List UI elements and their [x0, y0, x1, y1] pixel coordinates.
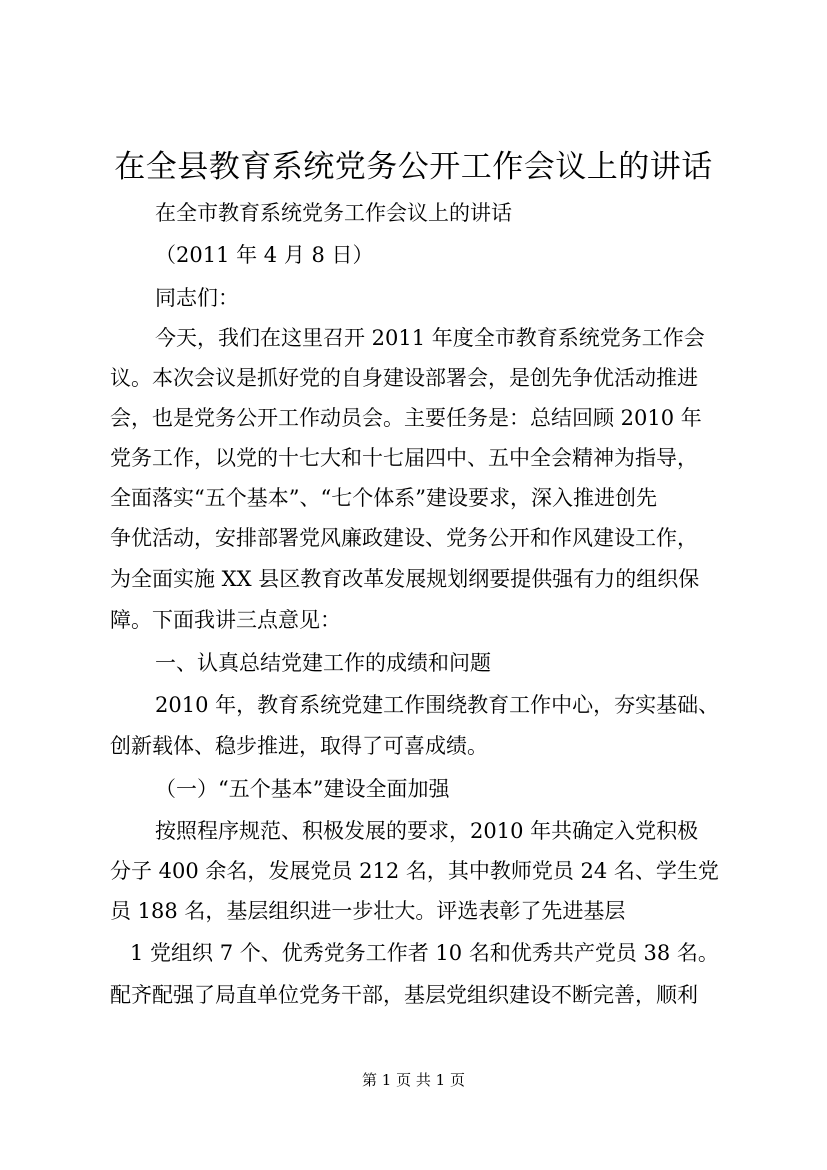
date-line: （2011 年 4 月 8 日） [155, 243, 374, 267]
paragraph-line: 配齐配强了局直单位党务干部，基层党组织建设不断完善，顺利 [110, 983, 698, 1007]
paragraph-line: 党务工作，以党的十七大和十七届四中、五中全会精神为指导， [110, 446, 698, 470]
paragraph-line: 1 党组织 7 个、优秀党务工作者 10 名和优秀共产党员 38 名。 [130, 941, 719, 965]
document-title: 在全县教育系统党务公开工作会议上的讲话 [114, 149, 713, 185]
subsection-heading: （一）“五个基本”建设全面加强 [155, 777, 450, 801]
salutation-line: 同志们： [155, 286, 239, 310]
paragraph-line: 分子 400 余名，发展党员 212 名，其中教师党员 24 名、学生党 [110, 859, 719, 883]
paragraph-line: 员 188 名，基层组织进一步壮大。评选表彰了先进基层 [110, 899, 626, 923]
paragraph-line: 今天，我们在这里召开 2011 年度全市教育系统党务工作会 [155, 326, 705, 350]
paragraph-line: 争优活动，安排部署党风廉政建设、党务公开和作风建设工作， [110, 526, 698, 550]
paragraph-line: 为全面实施 XX 县区教育改革发展规划纲要提供强有力的组织保 [110, 567, 700, 591]
paragraph-line: 全面落实“五个基本”、“七个体系”建设要求，深入推进创先 [110, 486, 657, 510]
paragraph-line: 按照程序规范、积极发展的要求，2010 年共确定入党积极 [155, 819, 699, 843]
paragraph-line: 2010 年，教育系统党建工作围绕教育工作中心，夯实基础、 [155, 693, 720, 717]
paragraph-line: 创新载体、稳步推进，取得了可喜成绩。 [110, 734, 488, 758]
paragraph-line: 会，也是党务公开工作动员会。主要任务是：总结回顾 2010 年 [110, 406, 702, 430]
paragraph-line: 障。下面我讲三点意见： [110, 608, 341, 632]
paragraph-line: 议。本次会议是抓好党的自身建设部署会，是创先争优活动推进 [110, 366, 698, 390]
subtitle-line: 在全市教育系统党务工作会议上的讲话 [155, 201, 512, 225]
section-heading: 一、认真总结党建工作的成绩和问题 [155, 651, 491, 675]
page-number-footer: 第 1 页 共 1 页 [362, 1071, 465, 1089]
